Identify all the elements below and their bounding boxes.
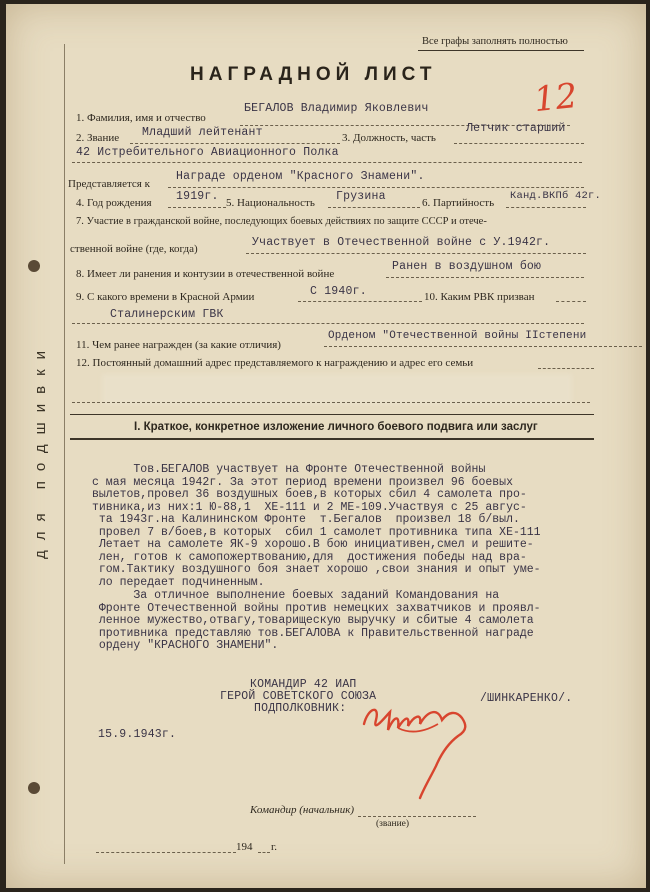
signature-date: 15.9.1943г. — [98, 728, 177, 741]
field-10-label: 10. Каким РВК призван — [424, 291, 535, 303]
header-note: Все графы заполнять полностью — [422, 36, 568, 47]
field-11-line — [324, 346, 642, 347]
signature-line-3: ПОДПОЛКОВНИК: — [254, 702, 347, 715]
body-line: ло передает подчиненным. — [92, 575, 265, 589]
presented-line — [168, 187, 584, 188]
signature-name: /ШИНКАРЕНКО/. — [480, 692, 573, 705]
body-line: вылетов,провел 36 воздушных боев,в которых сбил 4 самолета про- — [92, 488, 527, 501]
red-signature — [358, 694, 488, 804]
field-6-line — [506, 207, 586, 208]
field-5-line — [328, 207, 420, 208]
field-7-value: Участвует в Отечественной войне с У.1942г. — [252, 236, 551, 249]
field-9-value: С 1940г. — [310, 285, 367, 298]
handwritten-number: 12 — [532, 75, 580, 121]
field-5-label: 5. Национальность — [226, 197, 315, 209]
field-8-line — [386, 277, 584, 278]
body-line: тивника,из них:1 Ю-88,1 ХЕ-111 и 2 МЕ-109.Участвуя с 25 авгус- — [92, 500, 527, 514]
field-12-line — [538, 368, 594, 369]
presented-value: Награде орденом "Красного Знамени". — [176, 170, 425, 183]
section-heading: I. Краткое, конкретное изложение личного боевого подвига или заслуг — [134, 421, 538, 433]
body-line: ленное мужество,отвагу,товарищескую выручку и сбитые 4 самолета — [92, 614, 534, 627]
field-6-value: Канд.ВКПб 42г. — [510, 190, 602, 202]
section-rule-top — [70, 414, 594, 415]
field-10-line — [556, 301, 586, 302]
field-9-line — [298, 301, 422, 302]
body-line: та 1943г.на Калининском Фронте т.Бегалов произвел 18 б/выл. — [92, 513, 520, 526]
field-3-value: Летчик старший — [466, 122, 566, 135]
footer-date-suffix: г. — [271, 841, 278, 853]
presented-label: Представляется к — [68, 178, 150, 190]
field-4-label: 4. Год рождения — [76, 197, 152, 209]
body-line: лен, готов к самопожертвованию,для достижения победы над вра- — [92, 550, 527, 564]
footer-date-line-a — [96, 852, 236, 853]
field-2-label: 2. Звание — [76, 132, 120, 144]
field-7-label-b: ственной войне (где, когда) — [70, 243, 198, 255]
field-8-label: 8. Имеет ли ранения и контузии в отечественной войне — [76, 268, 335, 280]
body-line: Фронте Отечественной войны против немецких захватчиков и проявл- — [92, 601, 541, 615]
field-3-line — [454, 143, 584, 144]
binding-label: для подшивки — [32, 340, 49, 559]
body-line: с мая месяца 1942г. За этот период времени произвел 96 боевых — [92, 475, 513, 489]
body-line: Летает на самолете ЯК-9 хорошо.В бою инициативен,смел и решите- — [92, 538, 534, 551]
signature-line-1: КОМАНДИР 42 ИАП — [250, 678, 357, 691]
signature-line-2: ГЕРОЙ СОВЕТСКОГО СОЮЗА — [220, 690, 377, 703]
award-sheet — [6, 4, 646, 888]
field-10-value: Сталинерским ГВК — [110, 308, 224, 321]
field-9-label: 9. С какого времени в Красной Армии — [76, 291, 255, 303]
footer-commander-line — [358, 816, 476, 817]
body-line: За отличное выполнение боевых заданий Командования на — [92, 589, 500, 602]
body-line: ордену "КРАСНОГО ЗНАМЕНИ". — [92, 639, 279, 652]
field-10-line-2 — [72, 323, 584, 324]
punch-hole-bottom — [28, 782, 40, 794]
binding-margin-line — [64, 44, 65, 864]
field-7-label-a: 7. Участие в гражданской войне, последующих боевых действиях по защите СССР и отече- — [76, 216, 487, 227]
field-6-label: 6. Партийность — [422, 197, 495, 209]
footer-date-line-b — [258, 852, 270, 853]
body-paragraph-2 — [92, 590, 541, 653]
field-2-value: Младший лейтенант — [142, 126, 263, 139]
footer-date-year: 194 — [236, 841, 253, 853]
body-line: Тов.БЕГАЛОВ участвует на Фронте Отечественной войны — [92, 463, 486, 476]
field-5-value: Грузина — [336, 190, 386, 203]
field-12-label: 12. Постоянный домашний адрес представляемого к награждению и адрес его семьи — [76, 357, 474, 369]
field-4-line — [168, 207, 226, 208]
field-3-label: 3. Должность, часть — [342, 132, 436, 144]
field-4-value: 1919г. — [176, 190, 219, 203]
field-12-line-2 — [72, 402, 590, 403]
body-line: противника представляю тов.БЕГАЛОВА к Правительственной награде — [92, 626, 534, 640]
field-11-label: 11. Чем ранее награжден (за какие отличия) — [76, 339, 281, 351]
body-line: провел 7 в/боев,в которых сбил 1 самолет противника типа ХЕ-111 — [92, 525, 541, 539]
field-7-line — [246, 253, 586, 254]
footer-rank-label: (звание) — [376, 819, 410, 829]
body-line: гом.Тактику воздушного боя знает хорошо ,свои знания и опыт уме- — [92, 563, 541, 576]
footer-commander-label: Командир (начальник) — [250, 804, 355, 816]
section-rule-bottom — [70, 438, 594, 440]
punch-hole-top — [28, 260, 40, 272]
field-11-value: Орденом "Отечественной войны IIстепени — [328, 330, 587, 342]
field-1-label: 1. Фамилия, имя и отчество — [76, 112, 206, 124]
document-title: НАГРАДНОЙ ЛИСТ — [190, 64, 437, 85]
field-3-line-2 — [72, 162, 582, 163]
field-8-value: Ранен в воздушном бою — [392, 260, 542, 273]
body-paragraph-1 — [92, 464, 541, 589]
field-2-line — [130, 143, 340, 144]
redacted-address — [102, 374, 572, 404]
field-3-value-continued: 42 Истребительного Авиационного Полка — [76, 146, 339, 159]
header-note-rule — [418, 50, 584, 51]
field-1-value: БЕГАЛОВ Владимир Яковлевич — [244, 102, 429, 115]
